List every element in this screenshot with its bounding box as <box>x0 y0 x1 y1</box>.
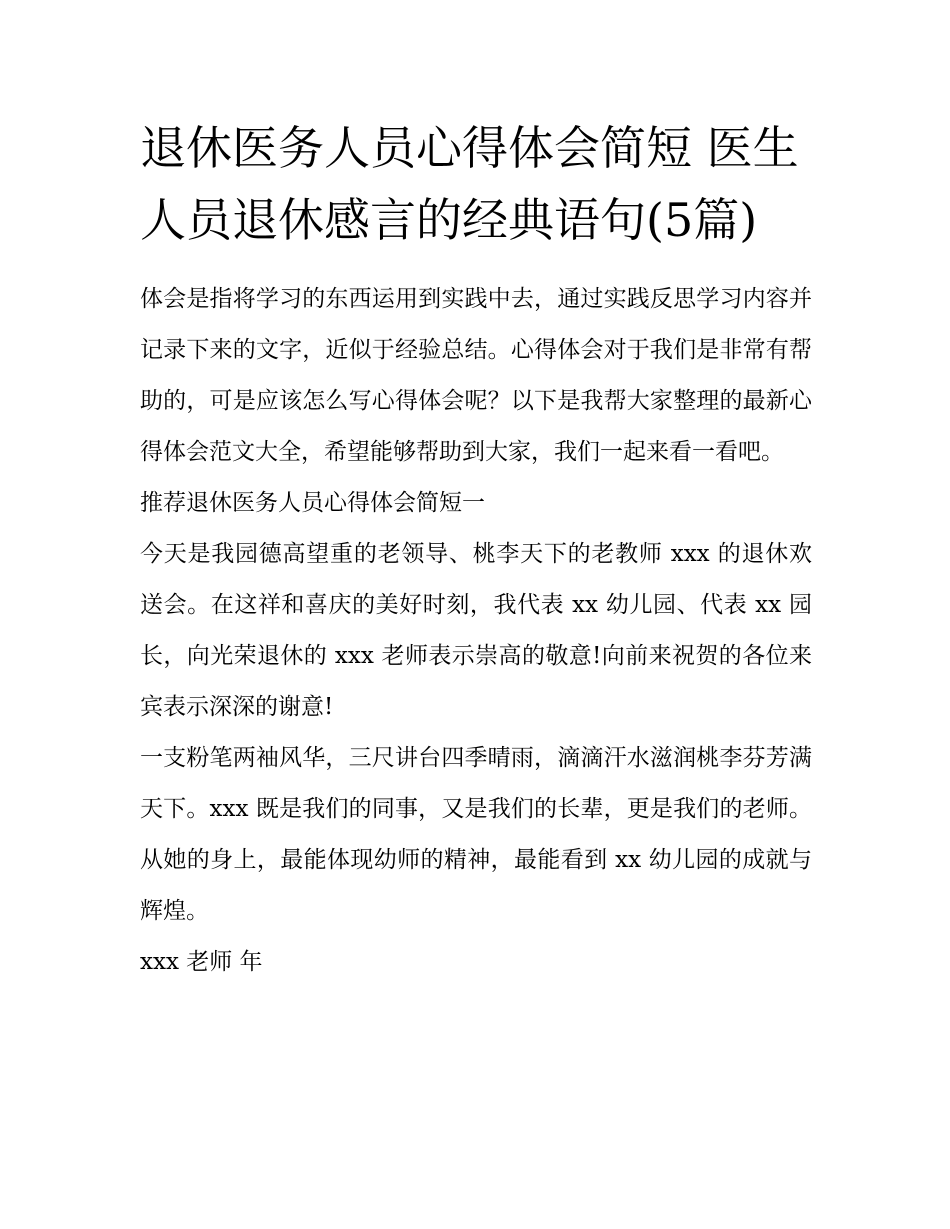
body-paragraph: xxx 老师 年 <box>140 949 263 975</box>
body-paragraph: 一支粉笔两袖风华，三尺讲台四季晴雨，滴滴汗水滋润桃李芬芳满天下。xxx 既是我们的同事，又是我们的长辈，更是我们的老师。从她的身上，最能体现幼师的精神，最能看到 xx 幼儿园的成就与辉煌。 <box>140 745 812 924</box>
document-body <box>140 112 812 988</box>
body-paragraph: 今天是我园德高望重的老领导、桃李天下的老教师 xxx 的退休欢送会。在这祥和喜庆的美好时刻，我代表 xx 幼儿园、代表 xx 园长，向光荣退休的 xxx 老师表示崇高的敬意!向前来祝贺的各位来宾表示深深的谢意! <box>140 541 812 720</box>
document-title: 退休医务人员心得体会简短 医生人员退休感言的经典语句(5篇) <box>140 121 799 247</box>
section-heading: 推荐退休医务人员心得体会简短一 <box>140 490 485 516</box>
intro-paragraph: 体会是指将学习的东西运用到实践中去，通过实践反思学习内容并记录下来的文字，近似于经验总结。心得体会对于我们是非常有帮助的，可是应该怎么写心得体会呢？以下是我帮大家整理的最新心得体会范文大全，希望能够帮助到大家，我们一起来看一看吧。 <box>140 286 812 465</box>
